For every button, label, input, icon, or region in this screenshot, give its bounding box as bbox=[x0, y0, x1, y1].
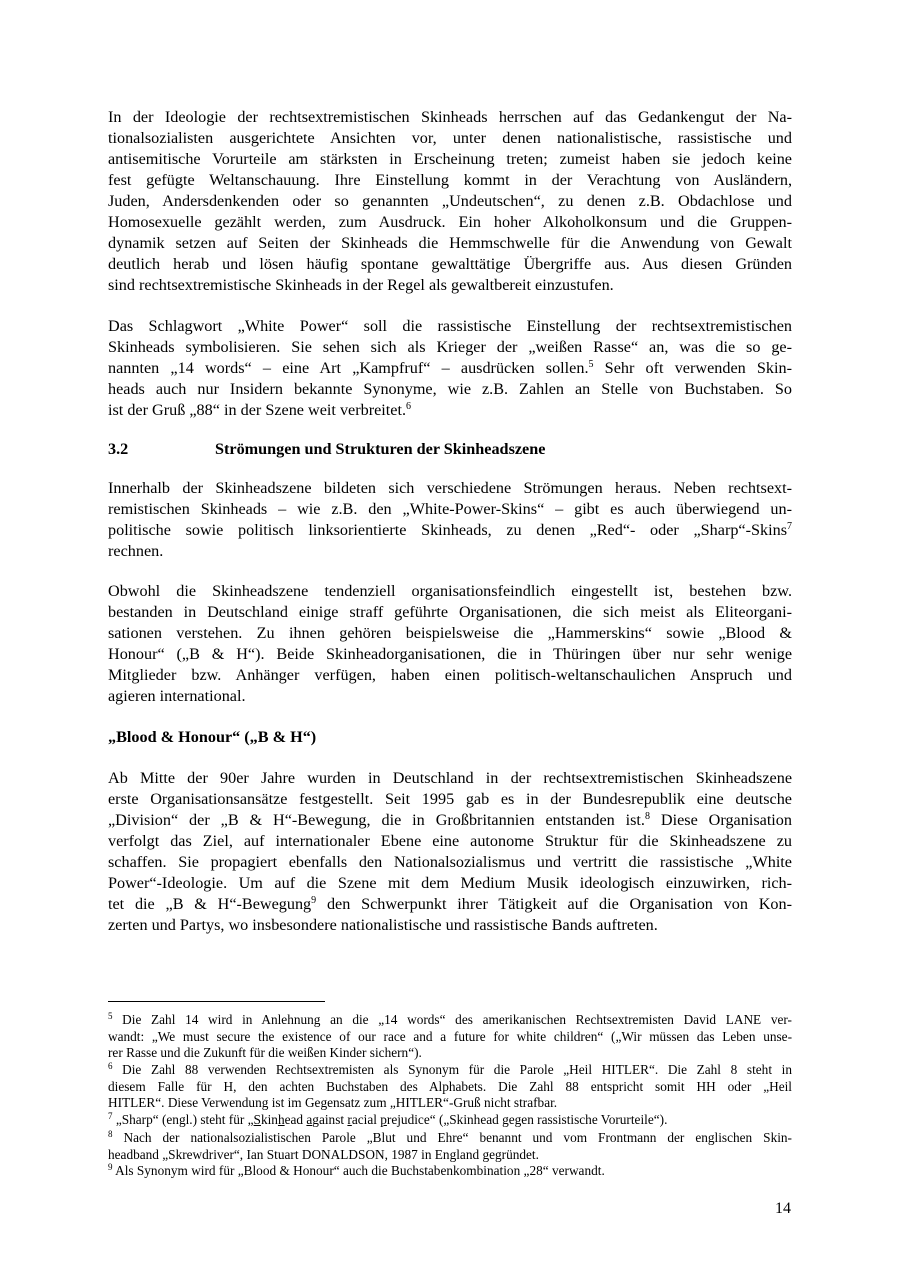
text-line: nannten „14 words“ – eine Art „Kampfruf“ – ausdrücken sollen.$^5$ Sehr oft verwenden Skin- bbox=[108, 359, 792, 377]
subheading-blood-honour: „Blood & Honour“ („B & H“) bbox=[108, 728, 317, 746]
text-line: In der Ideologie der rechtsextremistischen Skinheads herrschen auf das Gedankengut der Na- bbox=[108, 108, 792, 126]
text-line: bestanden in Deutschland einige straff geführte Organisationen, die sich meist als Eliteorgani- bbox=[108, 603, 792, 621]
text-line: Juden, Andersdenkenden oder so genannten „Undeutschen“, zu denen z.B. Obdachlose und bbox=[108, 192, 792, 210]
text-line: schaffen. Sie propagiert ebenfalls den Nationalsozialismus und vertritt die rassistische „White bbox=[108, 853, 792, 871]
page-number: 14 bbox=[775, 1200, 791, 1217]
paragraph-blood-honour bbox=[108, 768, 792, 936]
footnote-8: $^8$ Nach der nationalsozialistischen Parole „Blut und Ehre“ benannt und vom Frontmann der englischen Skin- headband „Skrewdriver“, Ian Stuart DONALDSON, 1987 in England gegründet. bbox=[108, 1129, 792, 1162]
text-line: fest gefügte Weltanschauung. Ihre Einstellung kommt in der Verachtung von Ausländern, bbox=[108, 171, 792, 189]
text-line: Innerhalb der Skinheadszene bildeten sich verschiedene Strömungen heraus. Neben rechtsext- bbox=[108, 479, 792, 497]
text-line: Power“-Ideologie. Um auf die Szene mit dem Medium Musik ideologisch einzuwirken, rich- bbox=[108, 874, 792, 892]
text-line: dynamik setzen auf Seiten der Skinheads die Hemmschwelle für die Anwendung von Gewalt bbox=[108, 234, 792, 252]
text-line: Das Schlagwort „White Power“ soll die rassistische Einstellung der rechtsextremistischen bbox=[108, 317, 792, 335]
text-line: verfolgt das Ziel, auf internationaler Ebene eine autonome Struktur für die Skinheadszene zu bbox=[108, 832, 792, 850]
text-line: agieren international. bbox=[108, 687, 246, 705]
text-line: remistischen Skinheads – wie z.B. den „White-Power-Skins“ – gibt es auch überwiegend un- bbox=[108, 500, 792, 518]
text-line: politische sowie politisch linksorientierte Skinheads, zu denen „Red“- oder „Sharp“-Skins$^7$ bbox=[108, 521, 792, 539]
text-line: tet die „B & H“-Bewegung$^9$ den Schwerpunkt ihrer Tätigkeit auf die Organisation von Kon- bbox=[108, 895, 792, 913]
text-line: tionalsozialisten ausgerichtete Ansichten vor, unter denen nationalistische, rassistische und bbox=[108, 129, 792, 147]
footnote-ref-5: 5 bbox=[588, 359, 594, 370]
text-line: sationen verstehen. Zu ihnen gehören beispielsweise die „Hammerskins“ sowie „Blood & bbox=[108, 624, 792, 642]
section-title: Strömungen und Strukturen der Skinheadszene bbox=[215, 440, 546, 458]
footnote-separator bbox=[108, 1001, 325, 1002]
paragraph-ideology bbox=[108, 107, 792, 296]
text-line: zerten und Partys, wo insbesondere nationalistische und rassistische Bands auftreten. bbox=[108, 916, 658, 934]
footnote-ref-8: 8 bbox=[644, 811, 650, 822]
footnote-7: $^7$ „Sharp“ (engl.) steht für „Skinhead against racial prejudice“ („Skinhead gegen rassistische Vorurteile“). bbox=[108, 1111, 668, 1127]
text-line: heads auch nur Insidern bekannte Synonyme, wie z.B. Zahlen an Stelle von Buchstaben. So bbox=[108, 380, 792, 398]
text-line: sind rechtsextremistische Skinheads in der Regel als gewaltbereit einzustufen. bbox=[108, 276, 614, 294]
footnote-ref-7: 7 bbox=[787, 521, 792, 532]
text-line: Skinheads symbolisieren. Sie sehen sich als Krieger der „weißen Rasse“ an, was die so ge- bbox=[108, 338, 792, 356]
paragraph-organisations bbox=[108, 581, 792, 707]
footnote-ref-9: 9 bbox=[311, 895, 317, 906]
text-line: rechnen. bbox=[108, 542, 164, 560]
footnote-9: $^9$ Als Synonym wird für „Blood & Honour“ auch die Buchstabenkombination „28“ verwandt. bbox=[108, 1162, 605, 1178]
section-heading bbox=[108, 439, 545, 460]
text-line: deutlich herab und lösen häufig spontane gewalttätige Übergriffe aus. Aus diesen Gründen bbox=[108, 255, 792, 273]
text-line: Obwohl die Skinheadszene tendenziell organisationsfeindlich eingestellt ist, bestehen bzw. bbox=[108, 582, 792, 600]
section-number: 3.2 bbox=[108, 440, 129, 458]
footnote-6: $^6$ Die Zahl 88 verwenden Rechtsextremisten als Synonym für die Parole „Heil HITLER“. Die Zahl 8 steht in diesem Falle für H, den achten Buchstaben des Alphabets. Die Zahl 88 entspricht somit HH oder „Heil HITLER“. Diese Verwendung ist im Gegensatz zum „HITLER“-Gruß nicht strafbar. bbox=[108, 1061, 792, 1110]
text-line: erste Organisationsansätze festgestellt. Seit 1995 gab es in der Bundesrepublik eine deutsche bbox=[108, 790, 792, 808]
text-line: Honour“ („B & H“). Beide Skinheadorganisationen, die in Thüringen über nur sehr wenige bbox=[108, 645, 792, 663]
text-line: antisemitische Vorurteile am stärksten in Erscheinung treten; zumeist haben sie jedoch keine bbox=[108, 150, 792, 168]
text-line: ist der Gruß „88“ in der Szene weit verbreitet.$^6$ bbox=[108, 401, 412, 419]
text-line: „Division“ der „B & H“-Bewegung, die in Großbritannien entstanden ist.$^8$ Diese Organisation bbox=[108, 811, 792, 829]
paragraph-currents bbox=[108, 478, 792, 562]
footnote-ref-6: 6 bbox=[406, 401, 412, 412]
paragraph-white-power bbox=[108, 316, 792, 421]
text-line: Homosexuelle gezählt werden, zum Ausdruck. Ein hoher Alkoholkonsum und die Gruppen- bbox=[108, 213, 792, 231]
footnote-5: $^5$ Die Zahl 14 wird in Anlehnung an die „14 words“ des amerikanischen Rechtsextremisten David LANE ver- wandt: „We must secure the existence of our race and a future for white children“ („Wir müssen das Leben unse- rer Rasse und die Zukunft für die weißen Kinder sichern“). bbox=[108, 1011, 792, 1060]
text-line: Mitglieder bzw. Anhänger verfügen, haben einen politisch-weltanschaulichen Anspruch und bbox=[108, 666, 792, 684]
text-line: Ab Mitte der 90er Jahre wurden in Deutschland in der rechtsextremistischen Skinheadszene bbox=[108, 769, 792, 787]
